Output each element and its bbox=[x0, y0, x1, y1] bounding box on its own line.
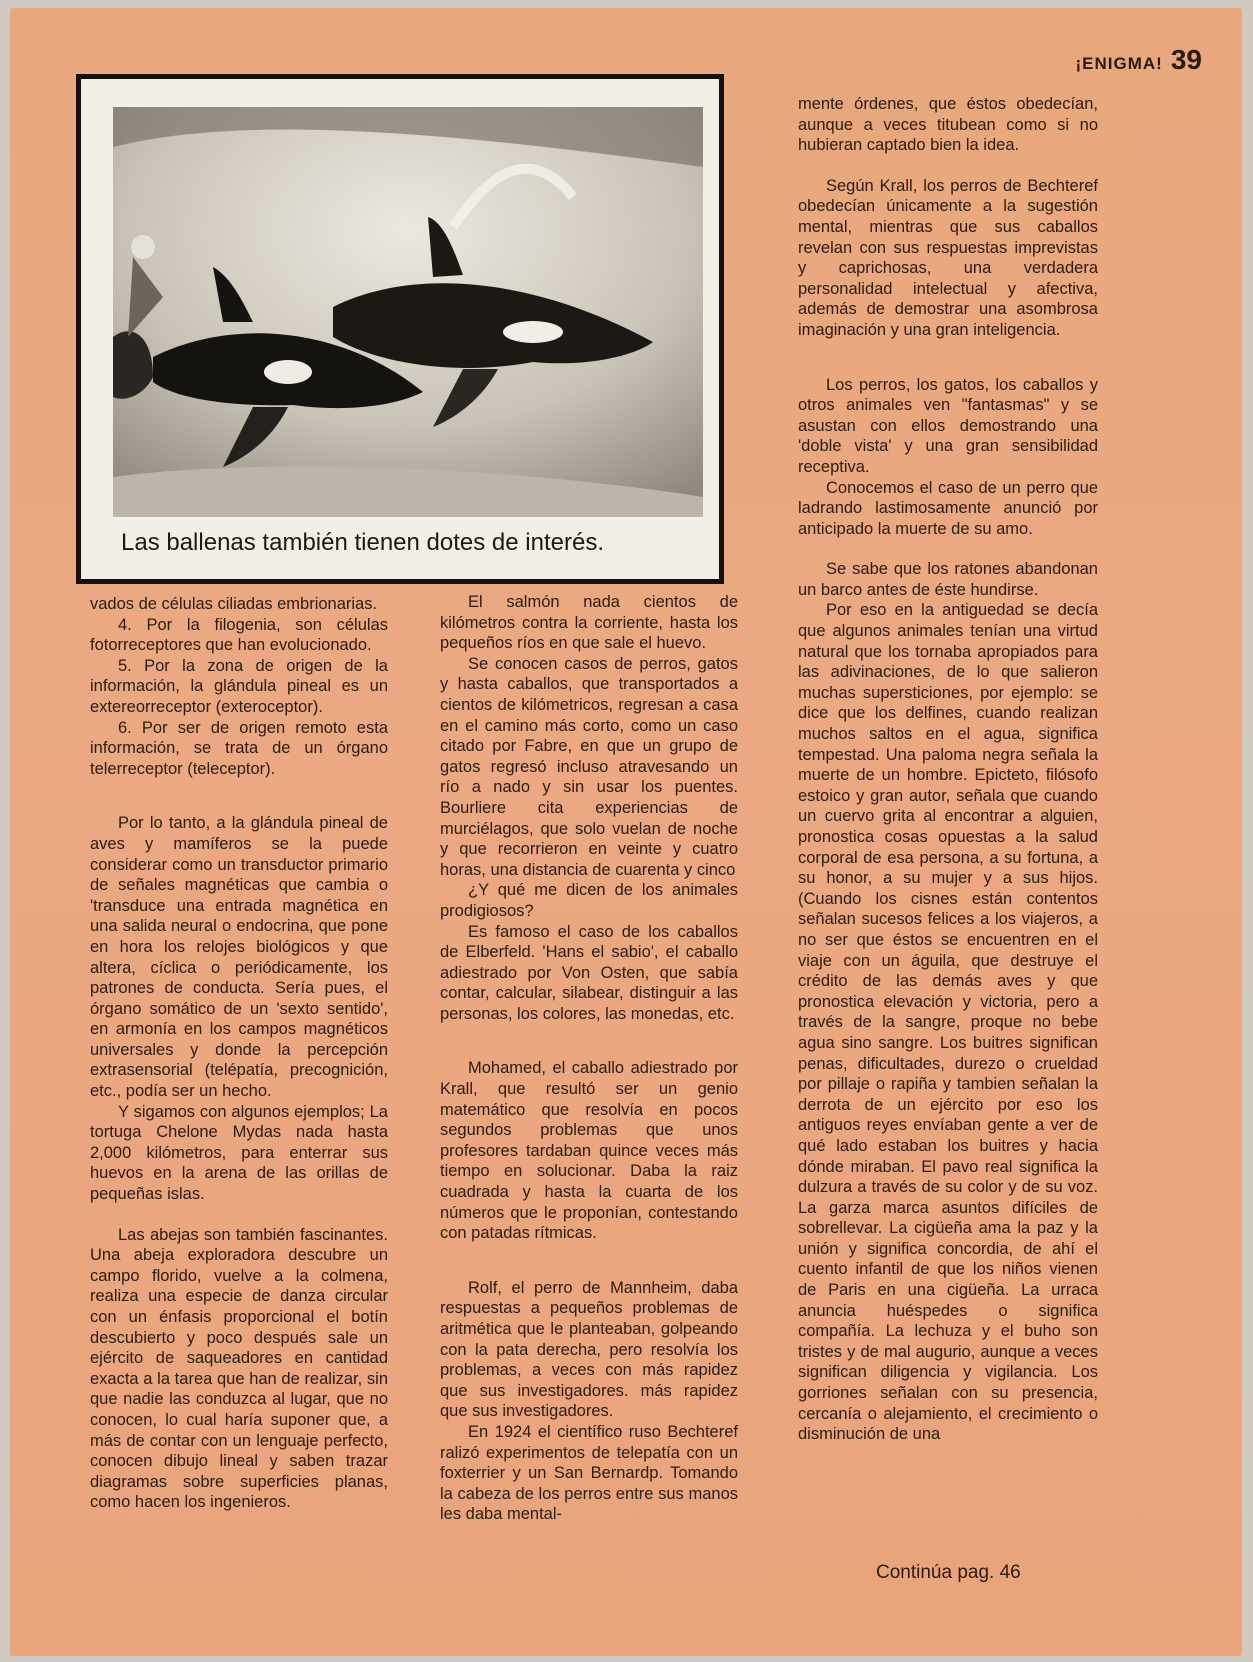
paragraph: Se sabe que los ratones abandonan un barco antes de éste hundirse. bbox=[798, 560, 1098, 599]
paragraph: Los perros, los gatos, los caballos y otros animales ven "fantasmas" y se asustan con ellos demostrando una 'doble vista' y una gran sensibilidad receptiva. bbox=[798, 375, 1098, 476]
paragraph: Conocemos el caso de un perro que ladrando lastimosamente anunció por anticipado la muerte de su amo. bbox=[798, 478, 1098, 538]
figure-caption: Las ballenas también tienen dotes de interés. bbox=[121, 529, 604, 556]
paragraph: Se conocen casos de perros, gatos y hasta caballos, que transportados a cientos de kilómetricos, regresan a casa en el camino más corto, como un caso citado por Fabre, en que un grupo de gatos regresó incluso atravesando un río a nado y sin usar los puentes. Bourliere cita experiencias de murciélagos, que solo vuelan de noche y que recorrieron en veinte y cuatro horas, una distancia de cuarenta y cinco bbox=[440, 654, 738, 879]
paragraph: vados de células ciliadas embrionarias. bbox=[90, 595, 378, 613]
paragraph: El salmón nada cientos de kilómetros contra la corriente, hasta los pequeños ríos en que sale el huevo. bbox=[440, 593, 738, 653]
paragraph: Y sigamos con algunos ejemplos; La tortuga Chelone Mydas nada hasta 2,000 kilómetros, para enterrar sus huevos en la arena de las orillas de pequeñas islas. bbox=[90, 1102, 388, 1204]
paragraph: Por lo tanto, a la glándula pineal de aves y mamíferos se la puede considerar como un transductor primario de señales magnéticas que cambia o 'transduce una entrada magnética en una salida neural o endocrina, que pone en hora los relojes biológicos y que altera, cíclica o periódicamente, los patrones de conducta. Sería pues, el órgano somático de un 'sexto sentido', en armonía en los campos magnéticos universales y donde la percepción extrasensorial (telépatía, precognición, etc., podía ser un hecho. bbox=[90, 814, 388, 1101]
paragraph: Según Krall, los perros de Bechteref obedecían únicamente a la sugestión mental, mientras que sus caballos revelan con sus respuestas imprevistas y caprichosas, una verdadera personalidad intelectual y afectiva, además de demostrar una asombrosa imaginación y una gran inteligencia. bbox=[798, 176, 1098, 339]
paragraph: Mohamed, el caballo adiestrado por Krall, que resultó ser un genio matemático que resolvía en pocos segundos problemas que unos profesores tardaban quince veces más tiempo en solucionar. Daba la raiz cuadrada y hasta la cuarta de los números que le proponían, contestando con patadas rítmicas. bbox=[440, 1059, 738, 1243]
orca-illustration bbox=[113, 107, 703, 517]
paragraph: Rolf, el perro de Mannheim, daba respuestas a pequeños problemas de aritmética que le planteaban, golpeando con la pata derecha, pero resolvía los problemas, a veces con más rapidez que sus investigadores. más rapidez que sus investigadores. bbox=[440, 1278, 738, 1421]
paragraph: En 1924 el científico ruso Bechteref ralizó experimentos de telepatía con un foxterrier y un San Bernardp. Tomando la cabeza de los perros entre sus manos les daba mental- bbox=[440, 1422, 738, 1524]
magazine-name: ¡ENIGMA! bbox=[1075, 54, 1163, 73]
paragraph: mente órdenes, que éstos obedecían, aunque a veces titubean como si no hubieran captado bien la idea. bbox=[798, 95, 1098, 155]
paragraph: 6. Por ser de origen remoto esta información, se trata de un órgano telerreceptor (teleceptor). bbox=[90, 718, 388, 778]
paragraph: Las abejas son también fascinantes. Una abeja exploradora descubre un campo florido, vuelve a la colmena, realiza una especie de danza circular con un énfasis proporcional el botín descubierto y poco después sale un ejército de saqueadores en cantidad exacta a la tarea que han de realizar, sin que nadie las conduzca al lugar, que no conocen, lo cual haría suponer que, a más de contar con un lenguaje perfecto, conocen dibujo lineal y saben trazar diagramas sobre superficies planas, como hacen los ingenieros. bbox=[90, 1225, 388, 1512]
magazine-page bbox=[10, 8, 1242, 1656]
paragraph: 4. Por la filogenia, son células fotorreceptores que han evolucionado. bbox=[90, 615, 388, 655]
orca-illustration-frame bbox=[76, 74, 724, 584]
paragraph: Es famoso el caso de los caballos de Elberfeld. 'Hans el sabio', el caballo adiestrado por Von Osten, que sabía contar, calcular, silabear, distinguir a las personas, los colores, las monedas, etc. bbox=[440, 922, 738, 1023]
page-header bbox=[1076, 44, 1202, 76]
paragraph: ¿Y qué me dicen de los animales prodigiosos? bbox=[440, 881, 738, 920]
column-2 bbox=[440, 592, 738, 1525]
paragraph: 5. Por la zona de origen de la información, la glándula pineal es un extereorreceptor (exteroceptor). bbox=[90, 656, 388, 716]
paragraph: Por eso en la antiguedad se decía que algunos animales tenían una virtud natural que los tornaba apropiados para las adivinaciones, de lo que salieron muchas supersticiones, por ejemplo: se dice que los delfines, cuando realizan muchos saltos en el agua, significa tempestad. Una paloma negra señala la muerte de un hombre. Epicteto, filósofo estoico y gran autor, señala que cuando un cuervo grita al encontrar a alguien, pronostica cosas opuestas a la salud corporal de esa persona, a su fortuna, a su honor, a su mujer y a sus hijos. (Cuando los cisnes están contentos señalan sucesos felices a los viajeros, a no ser que éstos se encuentren en el viaje con un águila, que destruye el crédito de las demás aves y que pronostica elevación y victoria, pero a través de la sangre, proque no bebe agua sino sangre. Los buitres significan penas, dificultades, durezo o crueldad por pillaje o rapiña y tambien señalan la derrota de un ejército por eso los antiguos reyes envíaban gente a ver de qué lado estaban los buitres y hacia dónde miraban. El pavo real significa la dulzura a través de su color y de su voz. La garza marca asuntos difíciles de sobrellevar. La cigüeña ama la paz y la unión y significa concordia, de ahí el cuento infantil de que los niños vienen de Paris en una cigüeña. La urraca anuncia huéspedes o significa compañía. La lechuza y el buho son tristes y de mal augurio, aunque a veces significan diligencia y vigilancia. Los gorriones señalan con su presencia, cercanía o alejamiento, el crecimiento o disminución de una bbox=[798, 601, 1098, 1444]
page-number: 39 bbox=[1170, 44, 1202, 75]
orca-drawing bbox=[113, 107, 703, 517]
column-1 bbox=[90, 594, 388, 1513]
column-3 bbox=[798, 94, 1098, 1445]
continuation-note: Continúa pag. 46 bbox=[876, 1562, 1021, 1583]
